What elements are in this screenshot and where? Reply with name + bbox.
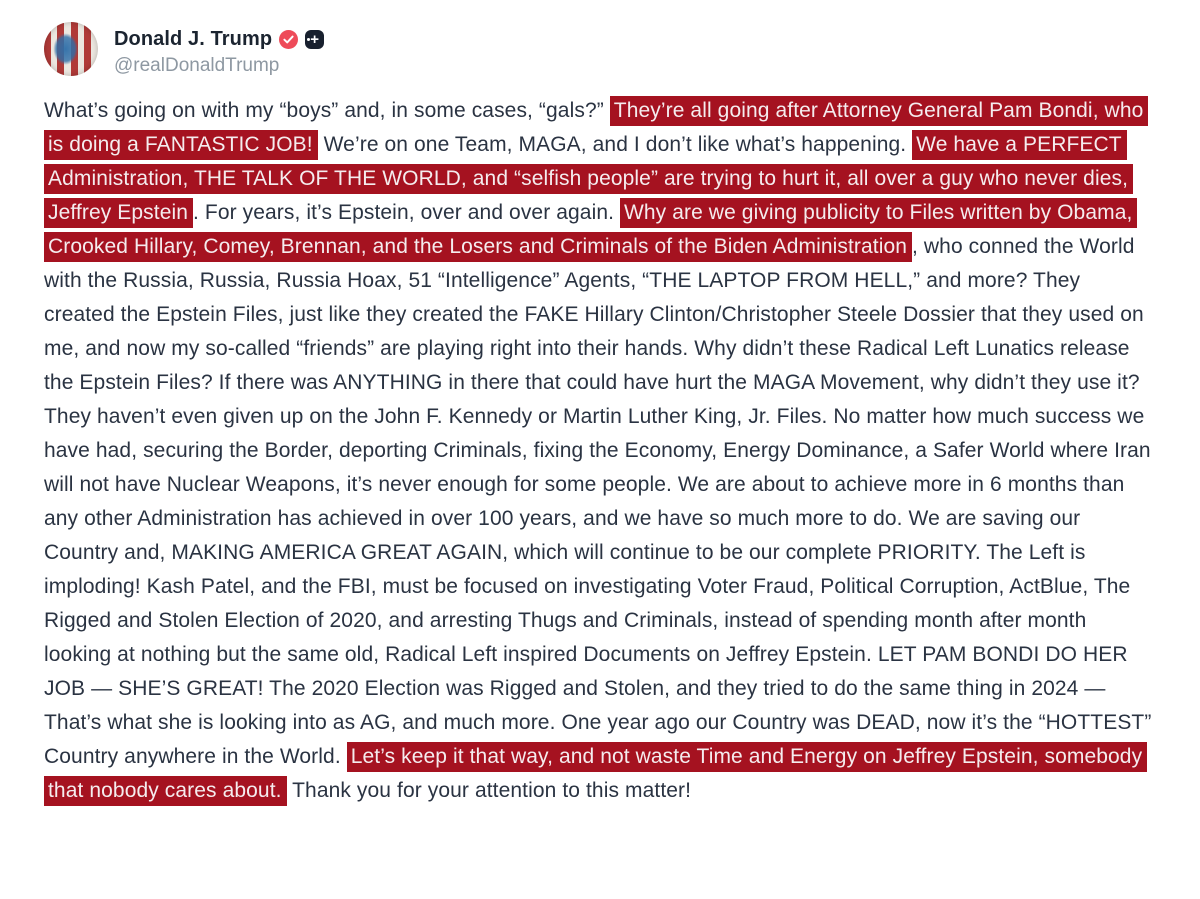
highlighted-text-segment: We have a PERFECT Administration, THE TALK OF THE WORLD, and “selfish people” are trying to hurt it, all over a guy who never dies, Jeffrey Epstein (44, 130, 1133, 228)
text-segment: We’re on one Team, MAGA, and I don’t like what’s happening. (317, 133, 913, 156)
highlighted-text-segment: They’re all going after Attorney General Pam Bondi, who is doing a FANTASTIC JOB! (44, 96, 1148, 160)
highlighted-text-segment: Why are we giving publicity to Files written by Obama, Crooked Hillary, Comey, Brennan, and the Losers and Criminals of the Biden Administration (44, 198, 1137, 262)
text-segment: What’s going on with my “boys” and, in some cases, “gals?” (44, 99, 610, 122)
highlighted-text-segment: Let’s keep it that way, and not waste Time and Energy on Jeffrey Epstein, somebody that nobody cares about. (44, 742, 1147, 806)
plus-badge-icon: + (305, 30, 324, 49)
text-segment: Thank you for your attention to this matter! (286, 779, 692, 802)
verified-badge-icon (279, 30, 298, 49)
post-header (44, 22, 1156, 77)
text-segment: , who conned the World with the Russia, Russia, Russia Hoax, 51 “Intelligence” Agents, “THE LAPTOP FROM HELL,” and more? They created the Epstein Files, just like they created the FAKE Hillary Clinton/Christopher Steele Dossier that they used on me, and now my so-called “friends” are playing right into their hands. Why didn’t these Radical Left Lunatics release the Epstein Files? If there was ANYTHING in there that could have hurt the MAGA Movement, why didn’t they use it? They haven’t even given up on the John F. Kennedy or Martin Luther King, Jr. Files. No matter how much success we have had, securing the Border, deporting Criminals, fixing the Economy, Energy Dominance, a Safer World where Iran will not have Nuclear Weapons, it’s never enough for some people. We are about to achieve more in 6 months than any other Administration has achieved in over 100 years, and we have so much more to do. We are saving our Country and, MAKING AMERICA GREAT AGAIN, which will continue to be our complete PRIORITY. The Left is imploding! Kash Patel, and the FBI, must be focused on investigating Voter Fraud, Political Corruption, ActBlue, The Rigged and Stolen Election of 2020, and arresting Thugs and Criminals, instead of spending month after month looking at nothing but the same old, Radical Left inspired Documents on Jeffrey Epstein. LET PAM BONDI DO HER JOB — SHE’S GREAT! The 2020 Election was Rigged and Stolen, and they tried to do the same thing in 2024 — That’s what she is looking into as AG, and much more. One year ago our Country was DEAD, now it’s the “HOTTEST” Country anywhere in the World. (44, 235, 1152, 768)
author-id-block (114, 22, 324, 77)
author-name-row (114, 28, 324, 51)
avatar[interactable] (44, 22, 98, 76)
post-body (44, 94, 1156, 808)
author-display-name[interactable]: Donald J. Trump (114, 28, 273, 50)
text-segment: . For years, it’s Epstein, over and over again. (193, 201, 620, 224)
author-handle[interactable]: @realDonaldTrump (114, 55, 280, 76)
